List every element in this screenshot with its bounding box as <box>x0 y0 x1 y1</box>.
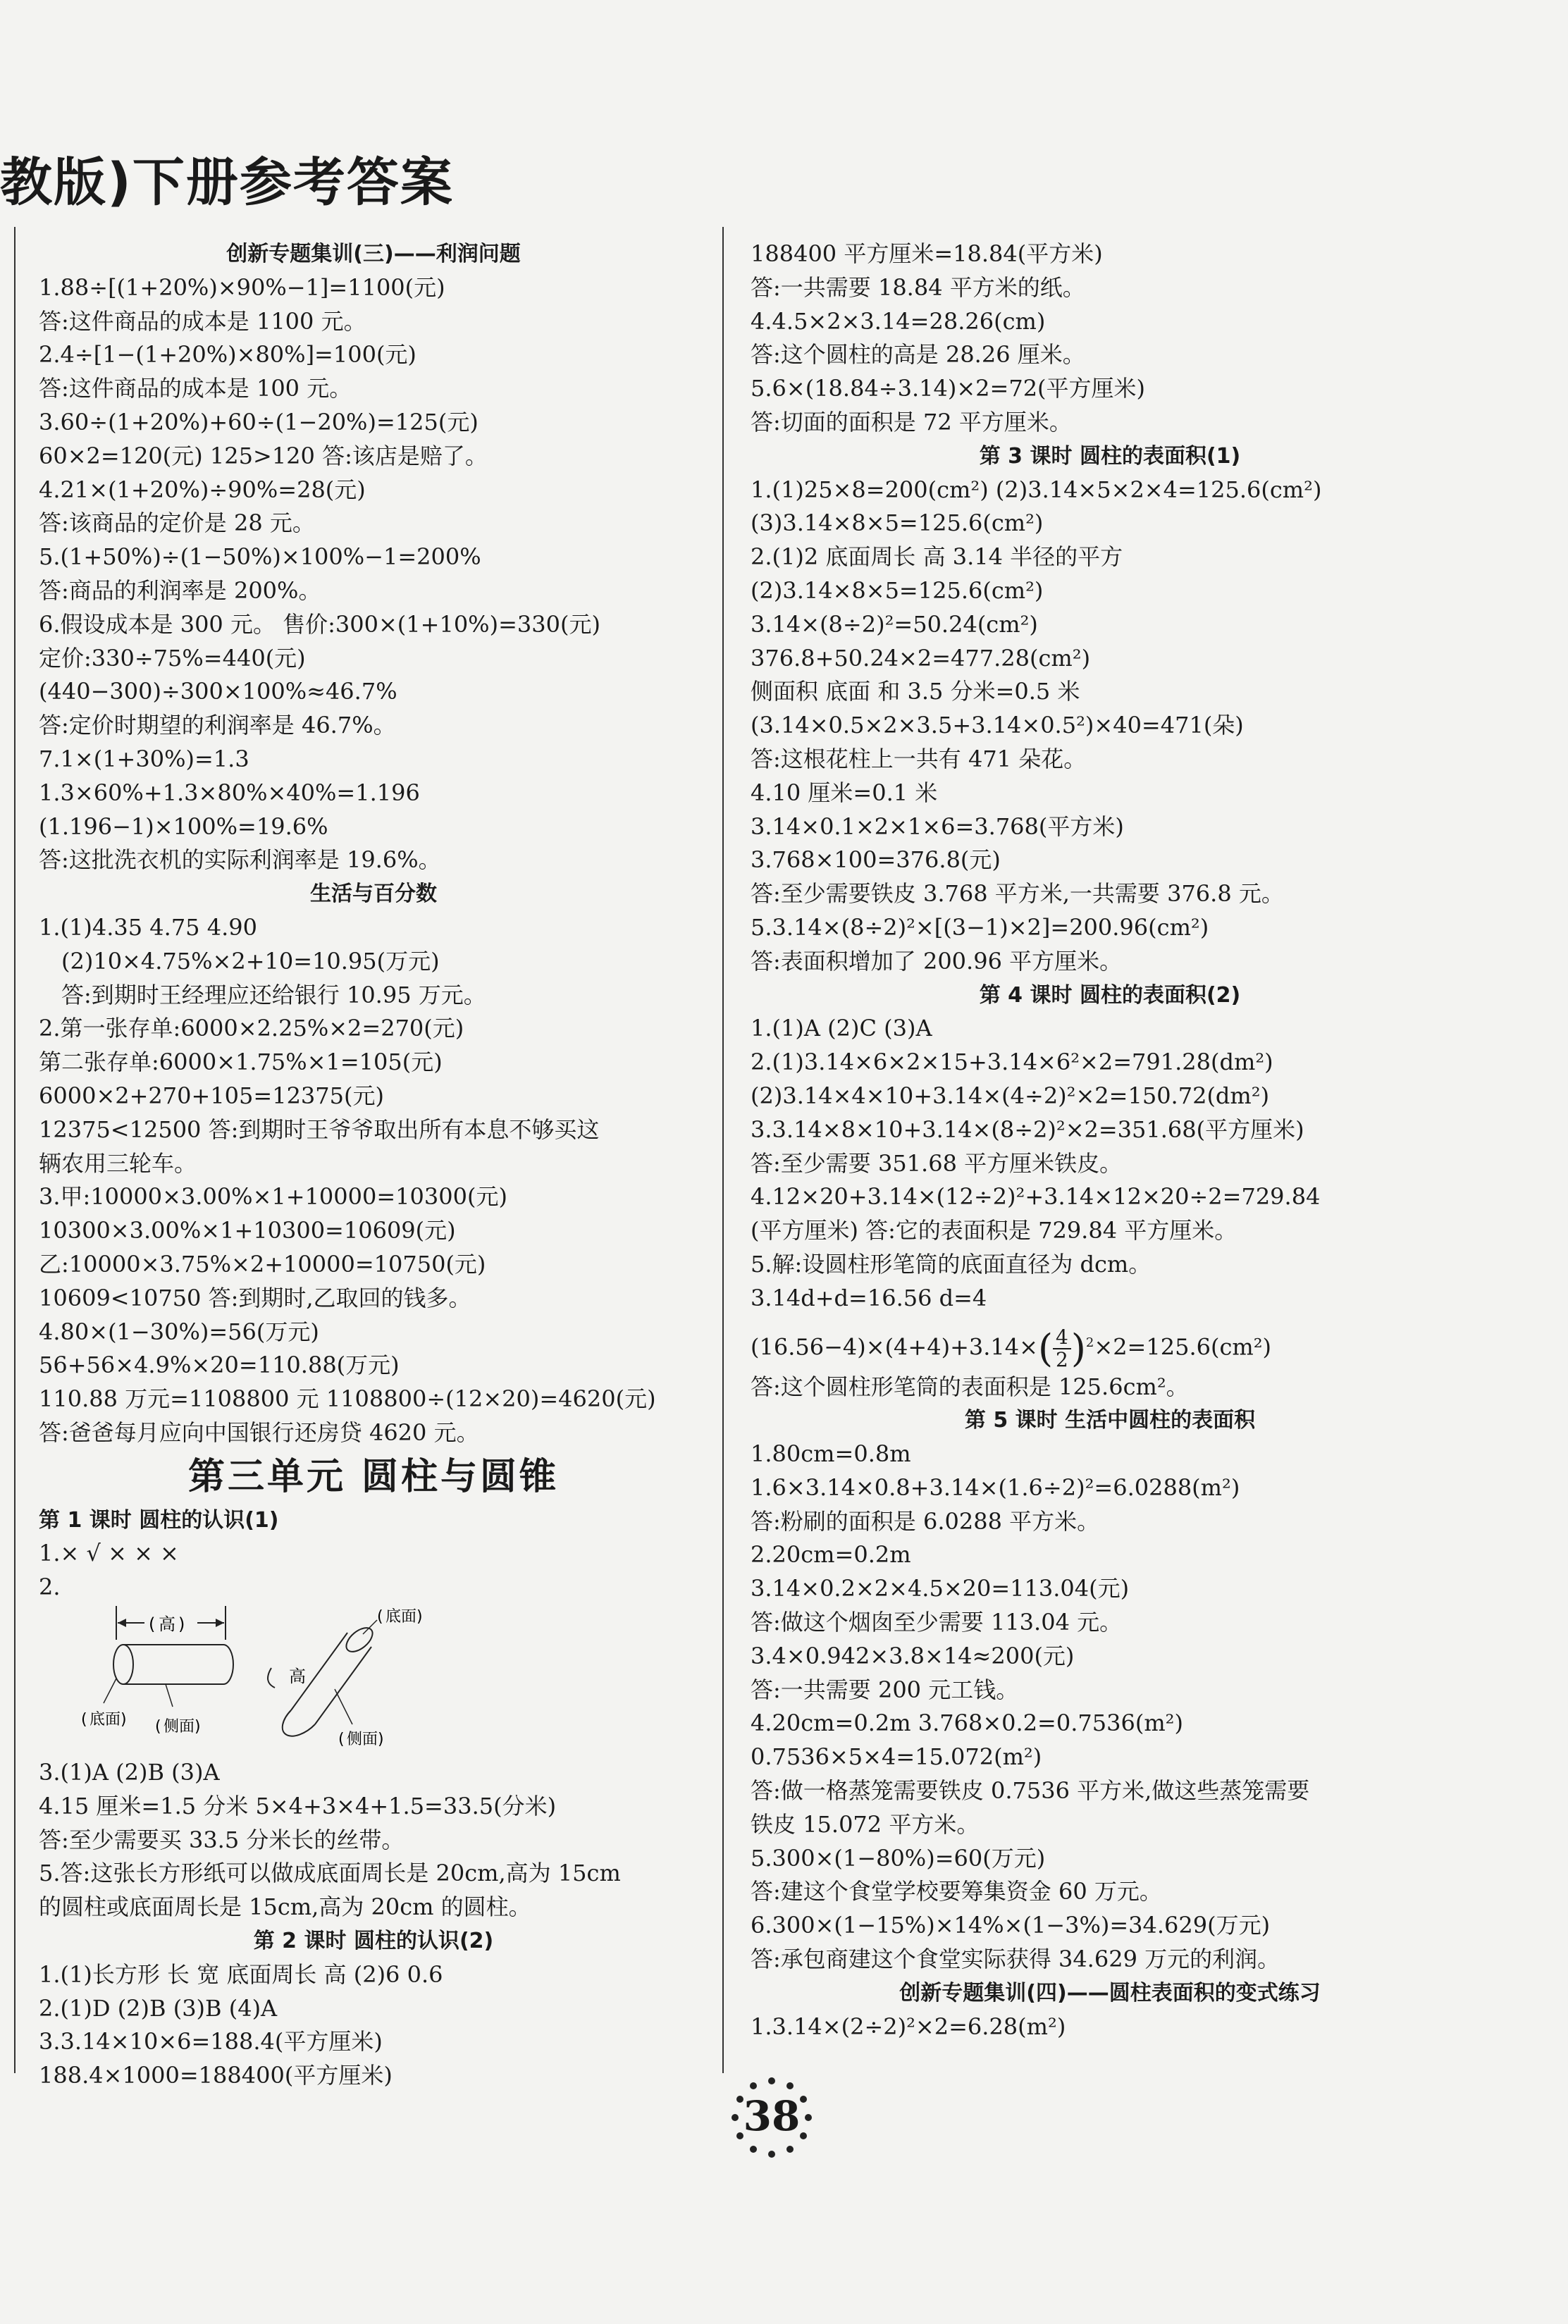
answer-line: 7.1×(1+30%)=1.3 <box>39 745 249 772</box>
lesson-heading: 第 4 课时 圆柱的表面积(2) <box>979 982 1241 1008</box>
right-column <box>751 237 1469 2044</box>
answer-line: 188.4×1000=188400(平方厘米) <box>39 2062 393 2089</box>
lesson-heading: 第 3 课时 圆柱的表面积(1) <box>979 443 1241 469</box>
base-label-2-open: ( <box>377 1608 383 1626</box>
answer-line: 2.(1)3.14×6×2×15+3.14×6²×2=791.28(dm²) <box>751 1049 1273 1076</box>
answer-line: (1.196−1)×100%=19.6% <box>39 812 328 840</box>
answer-line: 3.3.14×8×10+3.14×(8÷2)²×2=351.68(平方厘米) <box>751 1115 1304 1143</box>
answer-line: 答:至少需要 351.68 平方厘米铁皮。 <box>751 1149 1123 1177</box>
side-label-2: 侧面 <box>347 1731 378 1749</box>
answer-line: 376.8+50.24×2=477.28(cm²) <box>751 644 1091 672</box>
section-heading: 生活与百分数 <box>310 882 437 907</box>
answer-line: 4.21×(1+20%)÷90%=28(元) <box>39 476 366 503</box>
answer-line: 3.60÷(1+20%)+60÷(1−20%)=125(元) <box>39 408 479 435</box>
page-title: 教版)下册参考答案 <box>0 152 454 213</box>
answer-line: 定价:330÷75%=440(元) <box>39 644 306 672</box>
answer-line: (440−300)÷300×100%≈46.7% <box>39 678 397 705</box>
answer-line: 答:该商品的定价是 28 元。 <box>39 509 315 537</box>
side-label: 侧面 <box>163 1718 195 1736</box>
answer-line: 4.4.5×2×3.14=28.26(cm) <box>751 307 1046 335</box>
answer-line: 第二张存单:6000×1.75%×1=105(元) <box>39 1049 443 1076</box>
height-label: 高 <box>159 1614 175 1635</box>
answer-line: 60×2=120(元) 125>120 答:该店是赔了。 <box>39 442 488 469</box>
answer-line: 答:这批洗衣机的实际利润率是 19.6%。 <box>39 846 441 874</box>
answer-line: (2)3.14×4×10+3.14×(4÷2)²×2=150.72(dm²) <box>751 1082 1270 1109</box>
answer-line: 3.4×0.942×3.8×14≈200(元) <box>751 1642 1075 1669</box>
answer-line: 2.(1)D (2)B (3)B (4)A <box>39 1994 278 2022</box>
paren-open: ( <box>1037 1325 1054 1371</box>
left-column <box>39 237 708 2093</box>
answer-line: (3.14×0.5×2×3.5+3.14×0.5²)×40=471(朵) <box>751 712 1244 739</box>
page-number: 38 <box>743 2092 801 2140</box>
answer-line: 答:做一格蒸笼需要铁皮 0.7536 平方米,做这些蒸笼需要 <box>751 1777 1310 1805</box>
height-bracket <box>268 1668 275 1688</box>
answer-line: 1.3.14×(2÷2)²×2=6.28(m²) <box>751 2013 1066 2040</box>
answer-line: 4.15 厘米=1.5 分米 5×4+3×4+1.5=33.5(分米) <box>39 1792 557 1819</box>
answer-line: 答:这件商品的成本是 1100 元。 <box>39 307 366 335</box>
answer-line: 110.88 万元=1108800 元 1108800÷(12×20)=4620(元) <box>39 1385 656 1413</box>
answer-line: 乙:10000×3.75%×2+10000=10750(元) <box>39 1250 486 1278</box>
answer-line: 1.(1)A (2)C (3)A <box>751 1015 932 1042</box>
answer-line: 1.80cm=0.8m <box>751 1440 911 1468</box>
section-heading: 创新专题集训(三)——利润问题 <box>226 242 521 266</box>
answer-line: 3.3.14×10×6=188.4(平方厘米) <box>39 2028 383 2056</box>
fraction-denominator: 2 <box>1056 1347 1068 1371</box>
base-label-2-close: ) <box>416 1608 423 1626</box>
answer-line: 3.(1)A (2)B (3)A <box>39 1759 220 1786</box>
column-divider <box>722 227 724 2073</box>
answer-line: 答:这根花柱上一共有 471 朵花。 <box>751 745 1087 772</box>
answer-line: 1.(1)25×8=200(cm²) (2)3.14×5×2×4=125.6(cm²) <box>751 476 1322 503</box>
answer-line: 答:一共需要 200 元工钱。 <box>751 1676 1019 1703</box>
answer-line: 答:切面的面积是 72 平方厘米。 <box>751 408 1072 435</box>
cylinder-top-ellipse <box>342 1624 376 1657</box>
cylinder-end-arc <box>223 1645 233 1684</box>
answer-line: 12375<12500 答:到期时王爷爷取出所有本息不够买这 <box>39 1115 600 1143</box>
answer-line: 3.14×0.1×2×1×6=3.768(平方米) <box>751 812 1124 840</box>
cylinder-figure <box>39 1605 708 1756</box>
answer-line: 1.× √ × × × <box>39 1540 179 1567</box>
pointer-line <box>104 1679 116 1703</box>
height-label-paren: ) <box>178 1614 185 1635</box>
equation-part: ×2=125.6(cm²) <box>1094 1333 1272 1361</box>
paren-close: ) <box>1070 1325 1086 1371</box>
answer-line: 侧面积 底面 和 3.5 分米=0.5 米 <box>751 678 1080 705</box>
unit-title: 第三单元 圆柱与圆锥 <box>187 1455 560 1498</box>
answer-line: 答:商品的利润率是 200%。 <box>39 576 321 604</box>
answer-line: 10300×3.00%×1+10300=10609(元) <box>39 1217 456 1244</box>
answer-line: (3)3.14×8×5=125.6(cm²) <box>751 509 1044 537</box>
answer-line: 答:定价时期望的利润率是 46.7%。 <box>39 712 396 739</box>
answer-line: 答:这个圆柱的高是 28.26 厘米。 <box>751 341 1085 369</box>
answer-line: 答:爸爸每月应向中国银行还房贷 4620 元。 <box>39 1418 479 1446</box>
answer-line: 2.4÷[1−(1+20%)×80%]=100(元) <box>39 341 416 369</box>
answer-line: 5.(1+50%)÷(1−50%)×100%−1=200% <box>39 543 481 571</box>
answer-line: 2.(1)2 底面周长 高 3.14 半径的平方 <box>751 543 1123 571</box>
side-label-close: ) <box>195 1718 201 1736</box>
answer-line: 1.(1)4.35 4.75 4.90 <box>39 913 257 941</box>
answer-line: 5.解:设圆柱形笔筒的底面直径为 dcm。 <box>751 1250 1152 1278</box>
answer-line: 5.6×(18.84÷3.14)×2=72(平方厘米) <box>751 375 1146 402</box>
answer-line: 答:到期时王经理应还给银行 10.95 万元。 <box>61 981 486 1008</box>
fraction-numerator: 4 <box>1053 1327 1071 1349</box>
answer-line: 5.3.14×(8÷2)²×[(3−1)×2]=200.96(cm²) <box>751 913 1209 941</box>
lesson-heading: 第 1 课时 圆柱的认识(1) <box>39 1507 279 1533</box>
cylinder-bottom-arc <box>283 1710 315 1736</box>
answer-line: 1.6×3.14×0.8+3.14×(1.6÷2)²=6.0288(m²) <box>751 1473 1240 1501</box>
base-label-open: ( <box>81 1711 87 1729</box>
answer-line: 答:粉刷的面积是 6.0288 平方米。 <box>751 1507 1100 1535</box>
answer-line: 6.假设成本是 300 元。 售价:300×(1+10%)=330(元) <box>39 610 600 638</box>
height-label-paren: ( <box>149 1614 156 1635</box>
pointer-line <box>335 1689 352 1724</box>
cylinder-base-ellipse <box>113 1645 133 1684</box>
answer-line: 3.甲:10000×3.00%×1+10000=10300(元) <box>39 1183 507 1211</box>
answer-line: 6000×2+270+105=12375(元) <box>39 1082 384 1109</box>
arrow-head <box>118 1619 126 1627</box>
answer-line: 辆农用三轮车。 <box>39 1149 197 1177</box>
answer-line: 答:承包商建这个食堂实际获得 34.629 万元的利润。 <box>751 1946 1280 1973</box>
answer-line: 答:至少需要铁皮 3.768 平方米,一共需要 376.8 元。 <box>751 880 1284 908</box>
answer-line: 答:这个圆柱形笔筒的表面积是 125.6cm²。 <box>751 1373 1189 1400</box>
cylinder-edge <box>315 1647 371 1724</box>
answer-line: 答:表面积增加了 200.96 平方厘米。 <box>751 947 1123 975</box>
side-label-2-open: ( <box>338 1731 345 1749</box>
height-label-2: 高 <box>289 1667 306 1687</box>
page-number-badge <box>729 2075 814 2160</box>
fraction <box>1053 1327 1071 1371</box>
answer-line: 的圆柱或底面周长是 15cm,高为 20cm 的圆柱。 <box>39 1893 531 1921</box>
answer-line: 6.300×(1−15%)×14%×(1−3%)=34.629(万元) <box>751 1912 1271 1939</box>
answer-line: 3.14×0.2×2×4.5×20=113.04(元) <box>751 1575 1130 1602</box>
side-label-open: ( <box>155 1718 161 1736</box>
arrow-head <box>216 1619 224 1627</box>
answer-line: (2)3.14×8×5=125.6(cm²) <box>751 576 1044 604</box>
pointer-line <box>166 1684 173 1707</box>
equation-part: (16.56−4)×(4+4)+3.14× <box>751 1333 1038 1361</box>
pointer-line <box>363 1620 377 1634</box>
answer-line: 4.80×(1−30%)=56(万元) <box>39 1318 319 1345</box>
answer-line: 4.10 厘米=0.1 米 <box>751 779 938 806</box>
answer-line: 答:做这个烟囱至少需要 113.04 元。 <box>751 1609 1123 1636</box>
answer-line: 2.第一张存单:6000×2.25%×2=270(元) <box>39 1015 464 1042</box>
answer-line: 3.768×100=376.8(元) <box>751 846 1001 874</box>
answer-line: 4.12×20+3.14×(12÷2)²+3.14×12×20÷2=729.84 <box>751 1183 1321 1211</box>
answer-line: 3.14d+d=16.56 d=4 <box>751 1284 987 1311</box>
answer-line: 答:建这个食堂学校要筹集资金 60 万元。 <box>751 1878 1162 1905</box>
fraction-equation <box>751 1316 1469 1371</box>
lesson-heading: 第 5 课时 生活中圆柱的表面积 <box>964 1408 1256 1433</box>
answer-line: 1.3×60%+1.3×80%×40%=1.196 <box>39 779 420 806</box>
section-heading: 创新专题集训(四)——圆柱表面积的变式练习 <box>899 1980 1321 2005</box>
answer-line: 5.答:这张长方形纸可以做成底面周长是 20cm,高为 15cm <box>39 1860 621 1887</box>
answer-line: (平方厘米) 答:它的表面积是 729.84 平方厘米。 <box>751 1217 1237 1244</box>
base-label-close: ) <box>121 1711 127 1729</box>
answer-line: 1.88÷[(1+20%)×90%−1]=1100(元) <box>39 273 445 301</box>
answer-line: (2)10×4.75%×2+10=10.95(万元) <box>61 947 440 975</box>
left-margin-rule <box>14 227 16 2073</box>
base-label: 底面 <box>89 1711 121 1729</box>
answer-line: 答:一共需要 18.84 平方米的纸。 <box>751 273 1085 301</box>
answer-line: 1.(1)长方形 长 宽 底面周长 高 (2)6 0.6 <box>39 1960 443 1988</box>
answer-line: 答:这件商品的成本是 100 元。 <box>39 375 352 402</box>
side-label-2-close: ) <box>378 1731 384 1749</box>
answer-line: 铁皮 15.072 平方米。 <box>751 1810 980 1838</box>
exponent: 2 <box>1085 1335 1094 1350</box>
answer-line: 2.20cm=0.2m <box>751 1541 911 1569</box>
base-label-2: 底面 <box>385 1608 417 1626</box>
answer-line: 0.7536×5×4=15.072(m²) <box>751 1743 1042 1771</box>
lesson-heading: 第 2 课时 圆柱的认识(2) <box>253 1929 494 1954</box>
answer-line: 3.14×(8÷2)²=50.24(cm²) <box>751 610 1038 638</box>
answer-line: 5.300×(1−80%)=60(万元) <box>751 1844 1046 1872</box>
answer-line: 4.20cm=0.2m 3.768×0.2=0.7536(m²) <box>751 1710 1183 1737</box>
answer-line: 56+56×4.9%×20=110.88(万元) <box>39 1352 400 1379</box>
cylinder-diagram <box>39 1605 433 1756</box>
answer-line: 10609<10750 答:到期时,乙取回的钱多。 <box>39 1284 471 1311</box>
answer-line: 2. <box>39 1574 61 1601</box>
answer-line: 188400 平方厘米=18.84(平方米) <box>751 240 1103 267</box>
answer-line: 答:至少需要买 33.5 分米长的丝带。 <box>39 1826 405 1853</box>
